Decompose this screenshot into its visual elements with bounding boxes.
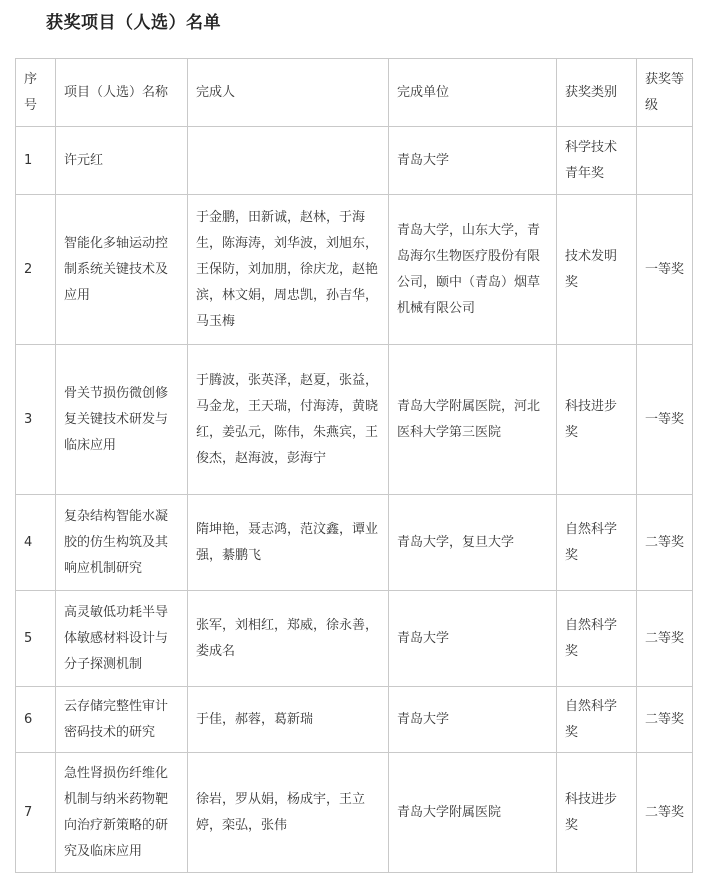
header-unit: 完成单位 [389, 59, 557, 127]
cell-project: 智能化多轴运动控制系统关键技术及应用 [56, 195, 188, 345]
cell-grade: 一等奖 [637, 195, 693, 345]
cell-unit: 青岛大学附属医院，河北医科大学第三医院 [389, 345, 557, 495]
cell-people: 徐岩，罗从娟，杨成宇，王立婷，栾弘，张伟 [188, 753, 389, 873]
header-people: 完成人 [188, 59, 389, 127]
cell-project: 复杂结构智能水凝胶的仿生构筑及其响应机制研究 [56, 495, 188, 591]
table-row [16, 591, 693, 687]
cell-project: 急性肾损伤纤维化机制与纳米药物靶向治疗新策略的研究及临床应用 [56, 753, 188, 873]
cell-grade: 二等奖 [637, 753, 693, 873]
table-row [16, 495, 693, 591]
cell-grade: 二等奖 [637, 495, 693, 591]
cell-project: 高灵敏低功耗半导体敏感材料设计与分子探测机制 [56, 591, 188, 687]
cell-category: 科学技术青年奖 [557, 127, 637, 195]
cell-seq: 5 [16, 591, 56, 687]
cell-seq: 2 [16, 195, 56, 345]
table-row [16, 753, 693, 873]
table-header-row [16, 59, 693, 127]
table-row [16, 687, 693, 753]
cell-unit: 青岛大学 [389, 127, 557, 195]
cell-grade [637, 127, 693, 195]
cell-grade: 一等奖 [637, 345, 693, 495]
cell-grade: 二等奖 [637, 591, 693, 687]
cell-category: 科技进步奖 [557, 753, 637, 873]
cell-people [188, 127, 389, 195]
header-seq: 序号 [16, 59, 56, 127]
cell-people: 张军，刘相红，郑威，徐永善，娄成名 [188, 591, 389, 687]
awards-table [15, 58, 693, 873]
cell-seq: 3 [16, 345, 56, 495]
cell-people: 于佳，郝蓉，葛新瑞 [188, 687, 389, 753]
table-row [16, 195, 693, 345]
cell-grade: 二等奖 [637, 687, 693, 753]
cell-unit: 青岛大学，山东大学，青岛海尔生物医疗股份有限公司，颐中（青岛）烟草机械有限公司 [389, 195, 557, 345]
cell-unit: 青岛大学 [389, 687, 557, 753]
cell-category: 科技进步奖 [557, 345, 637, 495]
table-row [16, 345, 693, 495]
table-row [16, 127, 693, 195]
header-category: 获奖类别 [557, 59, 637, 127]
cell-unit: 青岛大学，复旦大学 [389, 495, 557, 591]
cell-project: 许元红 [56, 127, 188, 195]
cell-category: 技术发明奖 [557, 195, 637, 345]
cell-unit: 青岛大学附属医院 [389, 753, 557, 873]
cell-people: 于金鹏，田新诚，赵林，于海生，陈海涛，刘华波，刘旭东，王保防，刘加朋，徐庆龙，赵艳滨，林文娟，周忠凯，孙吉华，马玉梅 [188, 195, 389, 345]
cell-project: 骨关节损伤微创修复关键技术研发与临床应用 [56, 345, 188, 495]
cell-category: 自然科学奖 [557, 591, 637, 687]
header-grade: 获奖等级 [637, 59, 693, 127]
cell-category: 自然科学奖 [557, 687, 637, 753]
cell-people: 隋坤艳，聂志鸿，范汶鑫，谭业强，綦鹏飞 [188, 495, 389, 591]
cell-seq: 6 [16, 687, 56, 753]
cell-seq: 4 [16, 495, 56, 591]
page-title: 获奖项目（人选）名单 [46, 13, 221, 33]
cell-category: 自然科学奖 [557, 495, 637, 591]
cell-seq: 7 [16, 753, 56, 873]
header-project: 项目（人选）名称 [56, 59, 188, 127]
cell-seq: 1 [16, 127, 56, 195]
cell-unit: 青岛大学 [389, 591, 557, 687]
cell-people: 于腾波，张英泽，赵夏，张益，马金龙，王天瑞，付海涛，黄晓红，姜弘元，陈伟，朱燕宾，王俊杰，赵海波，彭海宁 [188, 345, 389, 495]
cell-project: 云存储完整性审计密码技术的研究 [56, 687, 188, 753]
